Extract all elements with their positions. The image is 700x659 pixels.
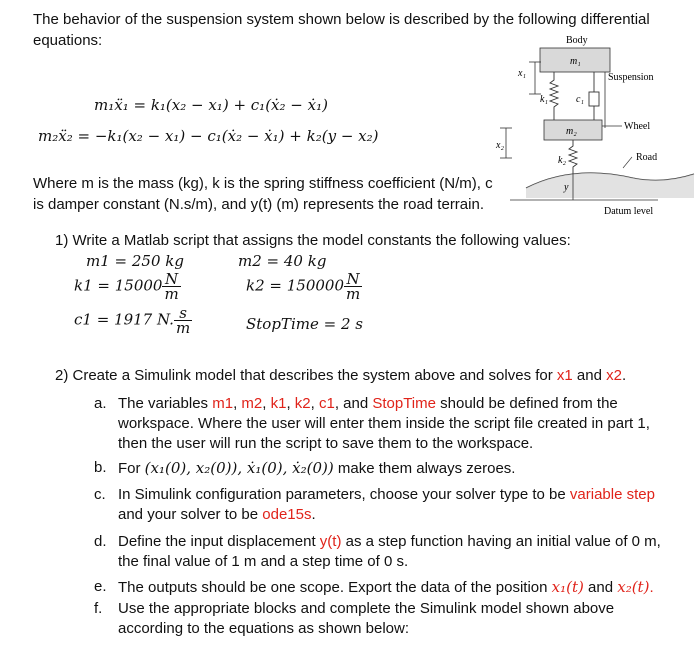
part1-title: 1) Write a Matlab script that assigns the model constants the following values:	[55, 232, 571, 249]
item-d-text: Define the input displacement	[118, 533, 320, 550]
list-item-d	[94, 532, 674, 572]
x2-label: x₂	[496, 140, 504, 151]
intro-line-2: equations:	[33, 32, 103, 49]
sep-3: ,	[286, 395, 295, 412]
k2-spring	[569, 140, 577, 174]
c1-label: c₁	[576, 94, 584, 105]
suspension-diagram	[498, 28, 698, 224]
road-label: Road	[636, 152, 658, 163]
output-x1t: x₁(t)	[551, 578, 584, 596]
item-f-text: Use the appropriate blocks and complete the Simulink model shown above	[118, 600, 615, 617]
item-c-marker: c.	[94, 486, 106, 503]
item-e-dot: .	[649, 579, 654, 596]
solver-name: ode15s	[262, 506, 312, 523]
wheel-label: Wheel	[624, 121, 651, 132]
item-b-marker: b.	[94, 459, 107, 476]
sep-1: ,	[233, 395, 242, 412]
const-m2: m2 = 40 kg	[238, 252, 327, 270]
var-m2: m2	[241, 395, 263, 412]
solver-type: variable step	[569, 486, 655, 503]
var-k1: k1	[270, 395, 287, 412]
body-label: Body	[566, 35, 588, 46]
intro-line-1: The behavior of the suspension system shown below is described by the following differential	[33, 11, 650, 28]
k2-prefix: k2 = 150000	[246, 276, 344, 295]
input-yt: y(t)	[319, 533, 342, 550]
var-k2: k2	[294, 395, 311, 412]
var-c1: c1	[318, 395, 335, 412]
k1-label: k₁	[540, 94, 548, 105]
k1-prefix: k1 = 15000	[74, 276, 163, 295]
suspension-label: Suspension	[608, 72, 654, 83]
c1-damper	[589, 92, 599, 106]
output-x2t: x₂(t)	[617, 578, 650, 596]
item-f-marker: f.	[94, 600, 103, 617]
item-c-line-2: and your solver to be	[118, 506, 263, 523]
m2-label: m₂	[566, 126, 577, 137]
part2-dot: .	[621, 367, 627, 384]
item-a-text: The variables	[118, 395, 213, 412]
const-m1: m1 = 250 kg	[86, 252, 184, 270]
list-item-a	[94, 394, 674, 454]
item-c-dot: .	[311, 506, 316, 523]
item-e-marker: e.	[94, 578, 107, 595]
sep-4: ,	[310, 395, 319, 412]
const-k2	[246, 272, 362, 301]
sep-and: , and	[334, 395, 373, 412]
item-b-math: (x₁(0), x₂(0)), ẋ₁(0), ẋ₂(0))	[144, 459, 334, 477]
c1-unit-m: m	[175, 319, 191, 337]
var-m1: m1	[212, 395, 234, 412]
part2-x1: x1	[556, 367, 573, 384]
c1-prefix: c1 = 1917 N.	[74, 310, 174, 329]
sep-2: ,	[262, 395, 271, 412]
k1-unit-m: m	[164, 285, 179, 303]
item-f-line-2: according to the equations as shown below:	[118, 620, 410, 637]
const-c1	[74, 306, 192, 335]
k1-unit-N: N	[162, 272, 180, 287]
item-e-and: and	[583, 579, 618, 596]
item-b-text: For	[118, 460, 145, 477]
var-stoptime: StopTime	[372, 395, 436, 412]
item-a-line-3: then the user will run the script to save them to the workspace.	[118, 435, 534, 452]
k1-spring	[550, 72, 558, 120]
item-a-line-2: workspace. Where the user will enter them inside the script file created in part 1,	[118, 415, 650, 432]
equation-2: m₂ẍ₂ = −k₁(x₂ − x₁) − c₁(ẋ₂ − ẋ₁) + k₂(y − x₂)	[38, 127, 379, 145]
part2-title	[55, 366, 626, 386]
item-b-tail: make them always zeroes.	[333, 460, 516, 477]
const-stoptime: StopTime = 2 s	[246, 315, 363, 333]
k2-unit-N: N	[344, 272, 362, 287]
k2-unit-m: m	[346, 285, 361, 303]
item-a-marker: a.	[94, 395, 107, 412]
where-line-2: is damper constant (N.s/m), and y(t) (m) represents the road terrain.	[33, 196, 484, 213]
part2-title-text: 2) Create a Simulink model that describes the system above and solves for	[55, 367, 557, 384]
part2-and: and	[572, 367, 607, 384]
m1-label: m₁	[570, 56, 581, 67]
where-line-1: Where m is the mass (kg), k is the spring stiffness coefficient (N/m), c	[33, 175, 493, 192]
item-d-line-2: the final value of 1 m and a step time of 0 s.	[118, 553, 409, 570]
item-d-tail: as a step function having an initial value of 0 m,	[341, 533, 661, 550]
x1-label: x₁	[518, 68, 526, 79]
equation-1: m₁ẍ₁ = k₁(x₂ − x₁) + c₁(ẋ₂ − ẋ₁)	[94, 96, 328, 114]
datum-label: Datum level	[604, 206, 654, 217]
item-e-text: The outputs should be one scope. Export the data of the position	[118, 579, 552, 596]
item-d-marker: d.	[94, 533, 107, 550]
part2-x2: x2	[606, 367, 622, 384]
k2-label: k₂	[558, 155, 566, 166]
c1-unit-s: s	[174, 306, 192, 321]
list-item-f	[94, 599, 674, 639]
item-a-tail: should be defined from the	[435, 395, 618, 412]
item-c-text: In Simulink configuration parameters, choose your solver type to be	[118, 486, 570, 503]
const-k1	[74, 272, 181, 301]
list-item-b	[94, 458, 674, 479]
list-item-c	[94, 485, 674, 525]
list-item-e	[94, 577, 674, 598]
y-label: y	[564, 182, 569, 193]
